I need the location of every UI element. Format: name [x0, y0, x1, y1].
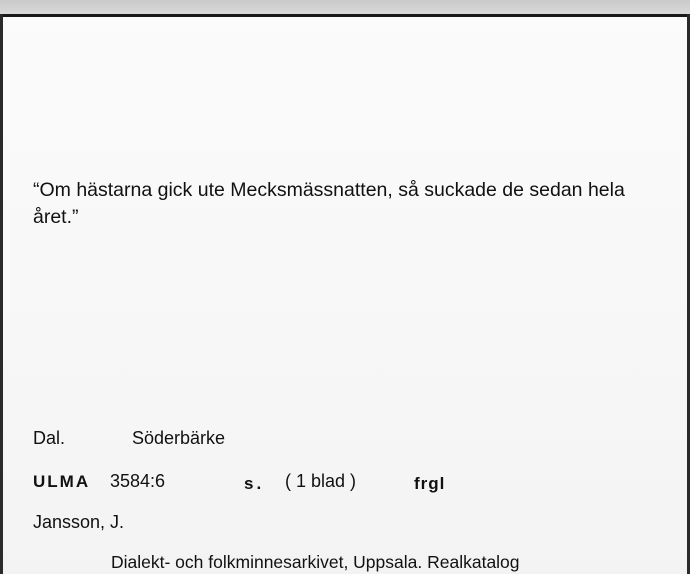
- left-border-rule: [0, 14, 3, 574]
- accession-number: 3584:6: [110, 471, 166, 491]
- archive-name: Dialekt- och folkminnesarkivet, Uppsala. Realkatalog: [111, 552, 520, 572]
- parish-label: Söderbärke: [132, 428, 226, 448]
- scope-marker: s.: [244, 474, 265, 493]
- sheet-count: ( 1 blad ): [285, 471, 357, 491]
- quote-text: “Om hästarna gick ute Mecksmässnatten, så suckade de sedan hela året.”: [33, 179, 625, 228]
- category-code: frgl: [414, 474, 446, 493]
- archive-code: ULMA: [33, 472, 91, 491]
- region-label: Dal.: [33, 428, 66, 448]
- collector-name: Jansson, J.: [33, 512, 125, 532]
- top-border-rule: [0, 14, 690, 17]
